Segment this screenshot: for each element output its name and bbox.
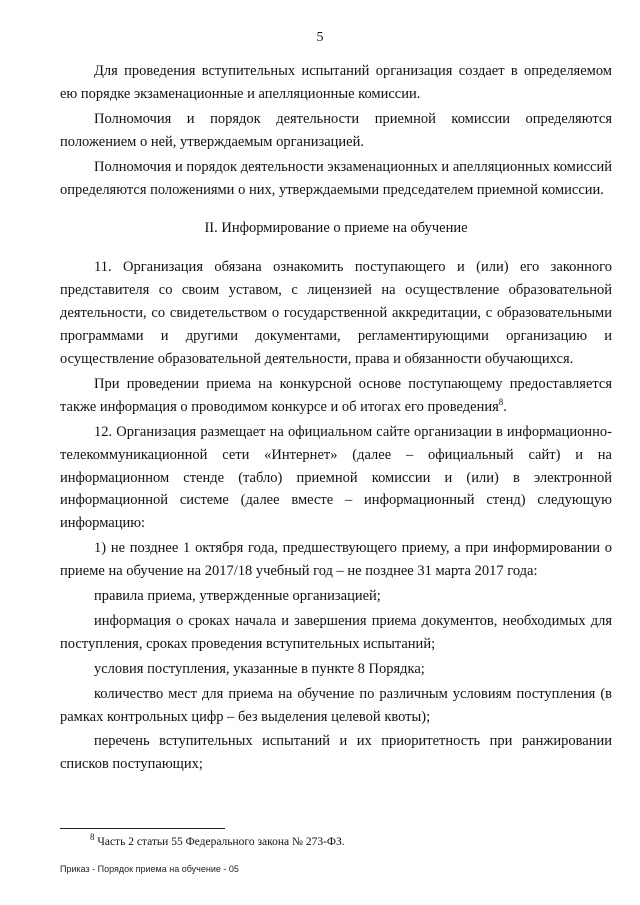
page-number: 5 <box>316 30 324 45</box>
paragraph-item-12: 12. Организация размещает на официальном сайте организации в информационно-телекоммуникационной сети «Интернет» (далее – официальный сайт) и на информационном стенде (табло) приемной комиссии и (или) в электронной информационной системе (далее вместе – информационный стенд) следующую информацию: <box>60 423 612 532</box>
footnote <box>90 832 610 848</box>
paragraph: Полномочия и порядок деятельности экзаменационных и апелляционных комиссий определяются положениями о них, утверждаемыми председателем приемной комиссии. <box>60 158 612 198</box>
footnote-text: Часть 2 статьи 55 Федерального закона № 273-ФЗ. <box>94 836 345 848</box>
paragraph-end: . <box>503 398 507 415</box>
paragraph-item-11: 11. Организация обязана ознакомить поступающего и (или) его законного представителя со своим уставом, с лицензией на осуществление образовательной деятельности, со свидетельством о государственной аккредитации, с образовательными программами и другими документами, регламентирующими организацию и осуществление образовательной деятельности, права и обязанности обучающихся. <box>60 259 612 367</box>
list-item: условия поступления, указанные в пункте 8 Порядка; <box>94 660 425 677</box>
footnote-divider <box>60 828 225 829</box>
list-item: количество мест для приема на обучение по различным условиям поступления (в рамках контрольных цифр – без выделения целевой квоты); <box>60 685 612 725</box>
footnote-reference[interactable]: 8 <box>498 396 504 407</box>
list-item: перечень вступительных испытаний и их приоритетность при ранжировании списков поступающих; <box>60 733 612 773</box>
paragraph: Полномочия и порядок деятельности приемной комиссии определяются положением о ней, утверждаемым организацией. <box>60 110 612 150</box>
page-footer: Приказ - Порядок приема на обучение - 05 <box>60 864 239 874</box>
paragraph-competition <box>60 373 612 419</box>
paragraph-text: При проведении приема на конкурсной основе поступающему предоставляется также информация о проводимом конкурсе и об итогах его проведения <box>60 375 612 415</box>
document-body <box>60 60 612 778</box>
paragraph: Для проведения вступительных испытаний организация создает в определяемом ею порядке экзаменационные и апелляционные комиссии. <box>60 63 612 102</box>
paragraph-subitem-1: 1) не позднее 1 октября года, предшествующего приему, а при информировании о приеме на обучение на 2017/18 учебный год – не позднее 31 марта 2017 года: <box>60 540 612 580</box>
list-item: информация о сроках начала и завершения приема документов, необходимых для поступления, сроках проведения вступительных испытаний; <box>60 612 612 652</box>
section-heading: II. Информирование о приеме на обучение <box>204 220 468 237</box>
footnote-mark: 8 <box>90 832 95 843</box>
list-item: правила приема, утвержденные организацией; <box>94 588 381 605</box>
